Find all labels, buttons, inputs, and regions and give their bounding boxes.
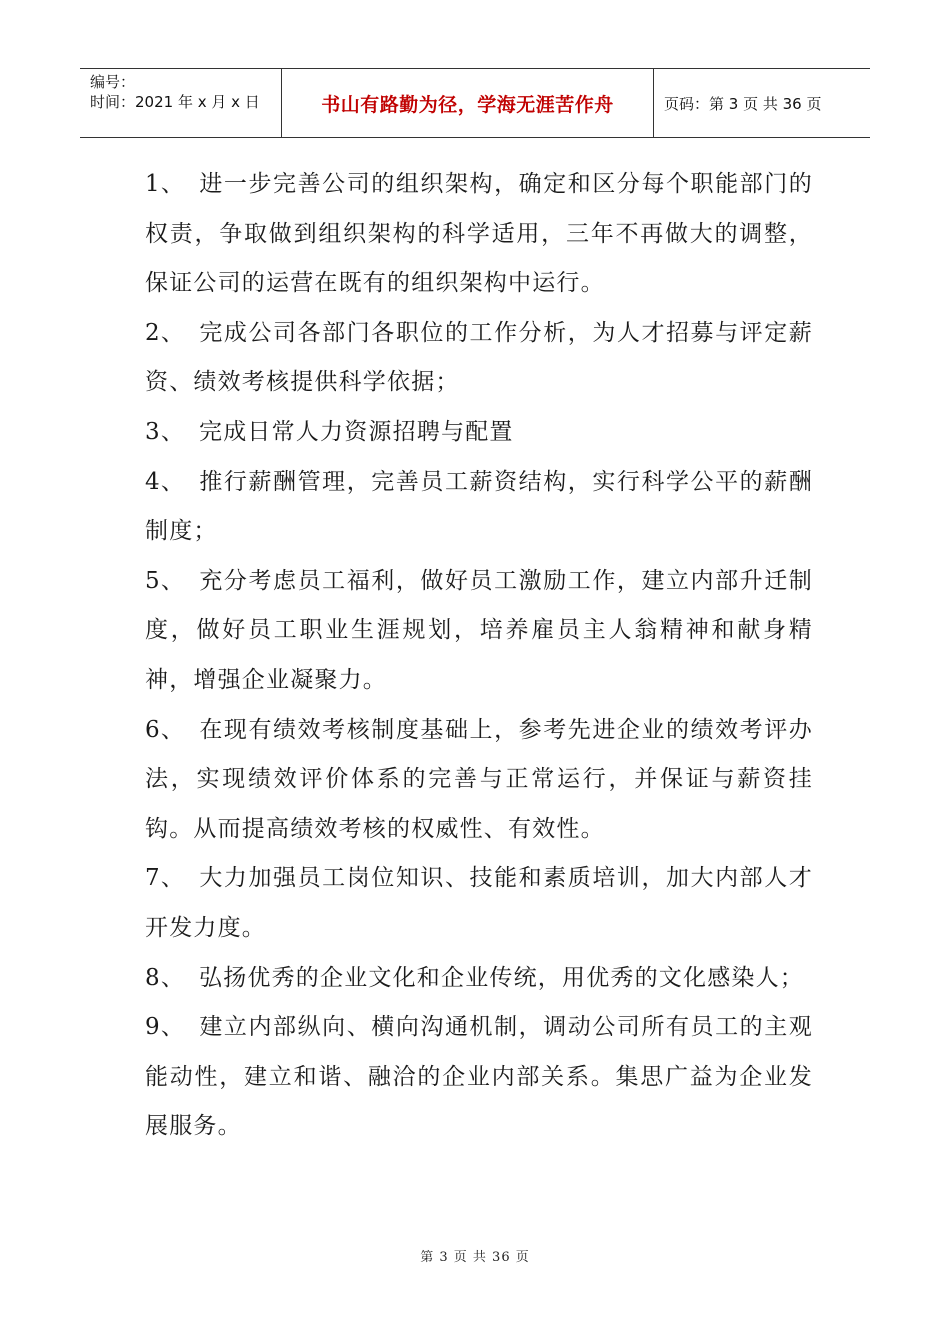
item-text: 完成公司各部门各职位的工作分析，为人才招募与评定薪资、绩效考核提供科学依据；: [145, 319, 813, 396]
item-number: 7、: [145, 865, 186, 892]
item-number: 2、: [145, 319, 186, 346]
item-number: 5、: [145, 567, 186, 594]
item-text: 推行薪酬管理，完善员工薪资结构，实行科学公平的薪酬制度；: [145, 468, 813, 545]
header-meta-cell: [80, 69, 282, 137]
list-item: [145, 706, 813, 855]
item-text: 完成日常人力资源招聘与配置: [199, 418, 514, 445]
document-number-label: 编号：: [90, 73, 136, 91]
item-number: 1、: [145, 171, 186, 197]
list-item: [145, 854, 813, 953]
document-time-label: 时间：2021 年 x 月 x 日: [90, 93, 260, 111]
item-text: 在现有绩效考核制度基础上，参考先进企业的绩效考评办法，实现绩效评价体系的完善与正常运行，并保证与薪资挂钩。从而提高绩效考核的权威性、有效性。: [145, 716, 813, 842]
item-text: 充分考虑员工福利，做好员工激励工作，建立内部升迁制度，做好员工职业生涯规划，培养雇员主人翁精神和献身精神，增强企业凝聚力。: [145, 567, 813, 693]
list-item: [145, 309, 813, 408]
page-footer: 第 3 页 共 36 页: [420, 1250, 530, 1265]
item-number: 8、: [145, 964, 186, 991]
item-number: 6、: [145, 716, 186, 743]
list-item: [145, 1003, 813, 1152]
list-item: [145, 954, 813, 1004]
header-page-info: 页码：第 3 页 共 36 页: [664, 94, 822, 113]
list-item: [145, 557, 813, 706]
item-text: 大力加强员工岗位知识、技能和素质培训，加大内部人才开发力度。: [145, 865, 813, 941]
list-item: [145, 160, 813, 309]
item-text: 建立内部纵向、横向沟通机制，调动公司所有员工的主观能动性，建立和谐、融洽的企业内部关系。集思广益为企业发展服务。: [145, 1014, 813, 1140]
item-text: 弘扬优秀的企业文化和企业传统，用优秀的文化感染人；: [199, 964, 804, 991]
document-body: [145, 160, 813, 1152]
list-item: [145, 408, 813, 458]
header-motto: 书山有路勤为径，学海无涯苦作舟: [282, 69, 654, 137]
document-header: [80, 68, 870, 138]
list-item: [145, 458, 813, 557]
item-text: 进一步完善公司的组织架构，确定和区分每个职能部门的权责，争取做到组织架构的科学适用，三年不再做大的调整，保证公司的运营在既有的组织架构中运行。: [145, 171, 813, 297]
item-number: 3、: [145, 418, 186, 445]
item-number: 4、: [145, 468, 186, 495]
item-number: 9、: [145, 1014, 186, 1041]
